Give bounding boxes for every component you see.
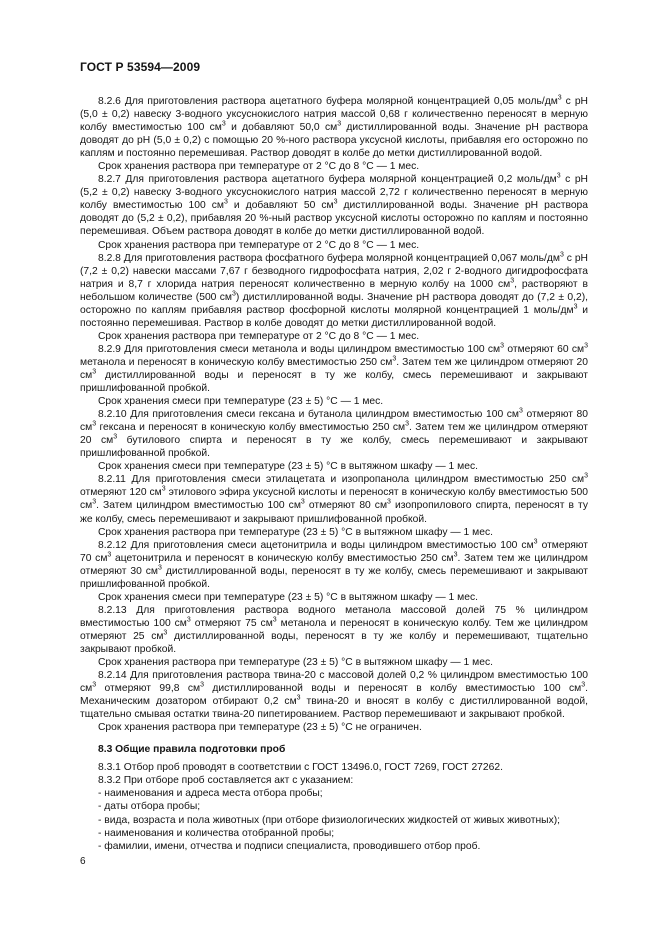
storage-note: Срок хранения раствора при температуре от 2 °С до 8 °С — 1 мес. — [98, 330, 420, 342]
paragraph-8-2-10: 8.2.10 Для приготовления смеси гексана и бутанола цилиндром вместимостью 100 $см^3$ отмеряют 80 $см^3$ гексана и переносят в коническую колбу вместимостью 250 $см^3$. Затем тем же цилиндром отмеряют 20 $см^3$ бутилового спирта и переносят в ту же колбу, смесь перемешивают и закрывают пришлифованной пробкой. — [80, 407, 588, 460]
section-heading-8-3: 8.3 Общие правила подготовки проб — [98, 744, 286, 756]
storage-note: Срок хранения раствора при температуре от 2 °С до 8 °С — 1 мес. — [98, 161, 420, 173]
document-code-header: ГОСТ Р 53594—2009 — [80, 60, 201, 74]
paragraph-8-2-8: 8.2.8 Для приготовления раствора фосфатного буфера молярной концентрацией 0,067 моль/$дм^3$ с pH (7,2 ± 0,2) навески массами 7,67 г безводного гидрофосфата натрия, 2,02 г 2-водного дигидрофосфата натрия и 8,7 г хлорида натрия переносят количественно в мерную колбу на 1000 $см^3$, растворяют в небольшом количестве (500 $см^3$) дистиллированной воды. Значение pH раствора доводят до (7,2 ± 0,2), осторожно по каплям прибавляя раствор фосфорной кислоты молярной концентрацией 1 моль/$дм^3$ и постоянно перемешивая. Раствор в колбе доводят до метки дистиллированной водой. — [80, 251, 588, 329]
paragraph-8-2-13: 8.2.13 Для приготовления раствора водного метанола массовой долей 75 % цилиндром вместимостью 100 $см^3$ отмеряют 75 $см^3$ метанола и переносят в коническую колбу. Тем же цилиндром отмеряют 25 $см^3$ дистиллированной воды, переносят в ту же колбу и перемешивают, тщательно закрывают пробкой. — [80, 604, 588, 655]
list-item: - даты отбора пробы; — [98, 801, 201, 813]
list-item: - вида, возраста и пола животных (при отборе физиологических жидкостей от живых животных); — [98, 814, 561, 826]
storage-note: Срок хранения раствора при температуре (23 ± 5) °С в вытяжном шкафу — 1 мес. — [98, 657, 493, 669]
paragraph-8-2-7: 8.2.7 Для приготовления раствора ацетатного буфера молярной концентрацией 0,2 моль/$дм^3$ с pH (5,2 ± 0,2) навеску 3-водного уксуснокислого натрия массой 2,72 г количественно переносят в мерную колбу вместимостью 100 $см^3$ и добавляют 50 $см^3$ дистиллированной воды. Значение pH раствора доводят до (5,2 ± 0,2), прибавляя 20 %-ный раствор уксусной кислоты осторожно по каплям и постоянно перемешивая. Объем раствора доводят в колбе до метки дистиллированной водой. — [80, 172, 588, 238]
paragraph-8-2-14: 8.2.14 Для приготовления раствора твина-20 с массовой долей 0,2 % цилиндром вместимостью 100 $см^3$ отмеряют 99,8 $см^3$ дистиллированной воды и переносят в колбу вместимостью 100 $см^3$. Механическим дозатором отбирают 0,2 $см^3$ твина-20 и вносят в колбу с дистиллированной водой, тщательно смывая остатки твина-20 пипетированием. Раствор перемешивают и закрывают пробкой. — [80, 670, 588, 721]
storage-note: Срок хранения смеси при температуре (23 ± 5) °С — 1 мес. — [98, 396, 384, 408]
paragraph-8-3-2: 8.3.2 При отборе проб составляется акт с указанием: — [98, 775, 354, 787]
storage-note: Срок хранения раствора при температуре (23 ± 5) °С не ограничен. — [98, 722, 422, 734]
list-item: - фамилии, имени, отчества и подписи специалиста, проводившего отбор проб. — [98, 840, 481, 852]
page-number: 6 — [80, 856, 86, 867]
storage-note: Срок хранения раствора при температуре от 2 °С до 8 °С — 1 мес. — [98, 239, 420, 251]
storage-note: Срок хранения раствора при температуре (23 ± 5) °С в вытяжном шкафу — 1 мес. — [98, 526, 493, 538]
storage-note: Срок хранения смеси при температуре (23 ± 5) °С в вытяжном шкафу — 1 мес. — [98, 591, 478, 603]
paragraph-8-2-11: 8.2.11 Для приготовления смеси этилацетата и изопропанола цилиндром вместимостью 250 $см^3$ отмеряют 120 $см^3$ этилового эфира уксусной кислоты и переносят в коническую колбу вместимостью 500 $см^3$. Затем цилиндром вместимостью 100 $см^3$ отмеряют 80 $см^3$ изопропилового спирта, переносят в ту же колбу, смесь перемешивают и закрывают пришлифованной пробкой. — [80, 472, 589, 525]
list-item: - наименования и адреса места отбора пробы; — [98, 788, 323, 800]
list-item: - наименования и количества отобранной пробы; — [98, 827, 335, 839]
paragraph-8-2-6: 8.2.6 Для приготовления раствора ацетатного буфера молярной концентрацией 0,05 моль/$дм^3$ с pH (5,0 ± 0,2) навеску 3-водного уксуснокислого натрия массой 0,68 г количественно переносят в мерную колбу вместимостью 100 $см^3$ и добавляют 50,0 $см^3$ дистиллированной воды. Значение pH раствора доводят до pH (5,0 ± 0,2) с помощью 20 %-ного раствора уксусной кислоты, прибавляя его осторожно по каплям и постоянно перемешивая. Раствор доводят в колбе до метки дистиллированной водой. — [80, 94, 588, 160]
paragraph-8-2-12: 8.2.12 Для приготовления смеси ацетонитрила и воды цилиндром вместимостью 100 $см^3$ отмеряют 70 $см^3$ ацетонитрила и переносят в коническую колбу вместимостью 250 $см^3$. Затем тем же цилиндром отмеряют 30 $см^3$ дистиллированной воды, переносят в ту же колбу, смесь перемешивают и закрывают пришлифованной пробкой. — [80, 538, 589, 590]
document-body — [80, 95, 588, 853]
paragraph-8-3-1: 8.3.1 Отбор проб проводят в соответствии с ГОСТ 13496.0, ГОСТ 7269, ГОСТ 27262. — [98, 762, 503, 774]
storage-note: Срок хранения смеси при температуре (23 ± 5) °С в вытяжном шкафу — 1 мес. — [98, 461, 478, 473]
paragraph-8-2-9: 8.2.9 Для приготовления смеси метанола и воды цилиндром вместимостью 100 $см^3$ отмеряют 60 $см^3$ метанола и переносят в коническую колбу вместимостью 250 $см^3$. Затем тем же цилиндром отмеряют 20 $см^3$ дистиллированной воды и переносят в ту же колбу, смесь перемешивают и закрывают пришлифованной пробкой. — [80, 342, 589, 395]
